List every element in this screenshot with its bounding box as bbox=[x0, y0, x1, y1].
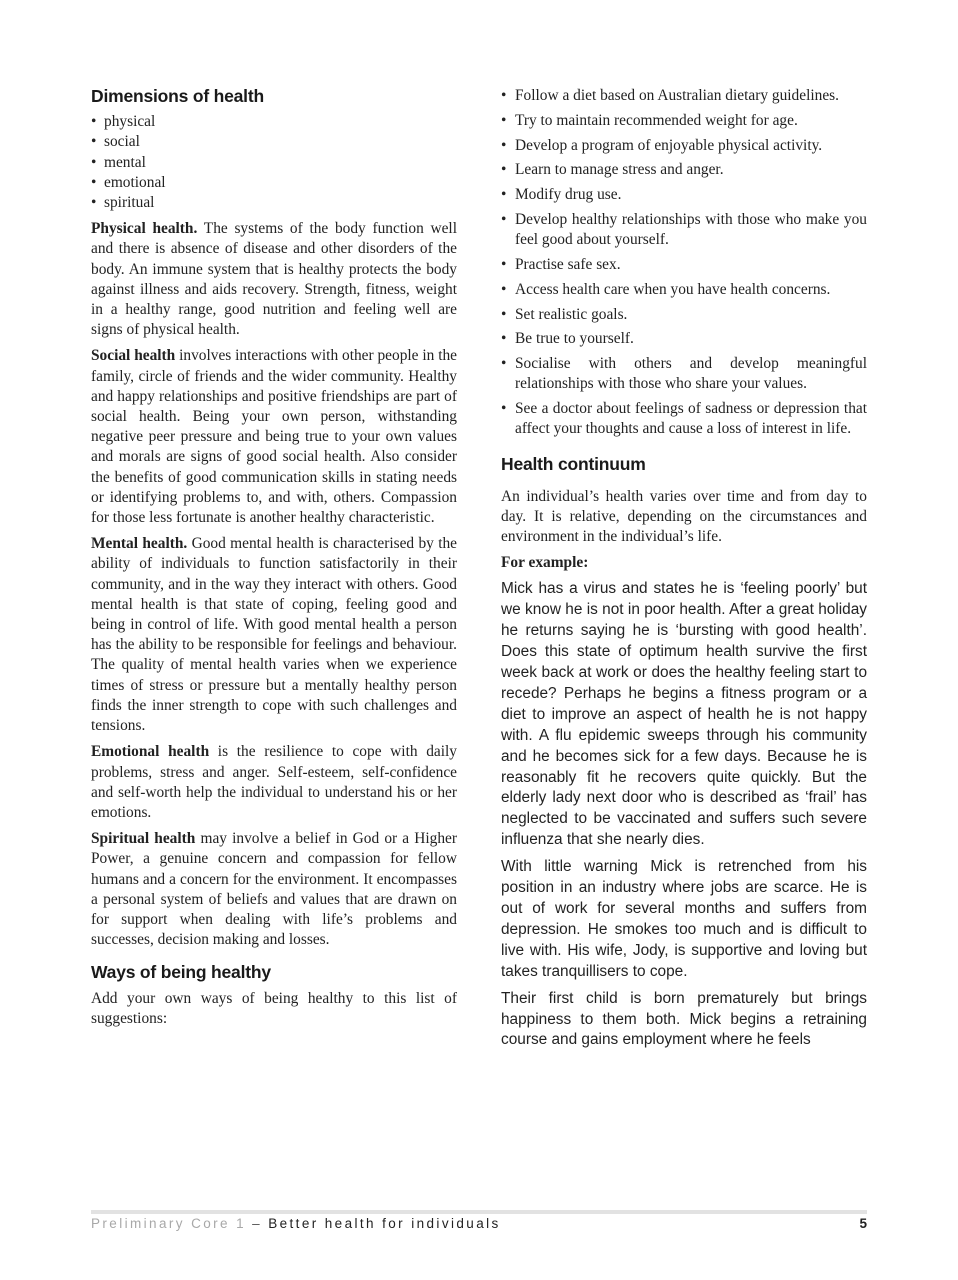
continuum-heading: Health continuum bbox=[501, 453, 646, 474]
dimensions-list bbox=[91, 112, 457, 213]
continuum-intro: An individual’s health varies over time and from day to day. It is relative, depending on the circumstances and environment in the individual’s life. bbox=[501, 487, 867, 545]
list-item: • Socialise with others and develop meaningful relationships with those who share your values. bbox=[501, 354, 867, 394]
list-item: • Be true to yourself. bbox=[501, 329, 867, 349]
emotional-health-paragraph bbox=[91, 742, 457, 823]
spiritual-health-label: Spiritual health bbox=[91, 830, 196, 848]
footer-divider bbox=[91, 1210, 867, 1214]
example-paragraph: With little warning Mick is retrenched from his position in an industry where jobs are scarce. He is out of work for several months and suffers from depression. He smokes too much and is difficult to live with. His wife, Jody, is supportive and loving but takes tranquillisers to cope. bbox=[501, 858, 867, 980]
example-paragraph: Their first child is born prematurely but brings happiness to them both. Mick begins a retraining course and gains employment where he feels bbox=[501, 989, 867, 1049]
physical-health-paragraph bbox=[91, 219, 457, 340]
list-item: • See a doctor about feelings of sadness or depression that affect your thoughts and cause a loss of interest in life. bbox=[501, 399, 867, 439]
social-health-text: involves interactions with other people in the family, circle of friends and the wider community. Healthy and happy relationships and positive friendships are part of social health. Being your own person, withstanding negative peer pressure and being true to your own values and morals are signs of good social health. Also consider the benefits of good communication skills in stating needs or identifying problems to, and with, others. Compassion for those less fortunate is another healthy characteristic. bbox=[91, 347, 458, 527]
list-item: • Develop healthy relationships with those who make you feel good about yourself. bbox=[501, 210, 867, 250]
social-health-paragraph bbox=[91, 346, 457, 528]
list-item: • Learn to manage stress and anger. bbox=[501, 160, 867, 180]
physical-health-label: Physical health. bbox=[91, 220, 198, 238]
dimensions-heading: Dimensions of health bbox=[91, 86, 264, 106]
left-column bbox=[91, 86, 457, 1035]
list-item: • Follow a diet based on Australian dietary guidelines. bbox=[501, 86, 867, 106]
spiritual-health-paragraph bbox=[91, 829, 457, 950]
list-item: • mental bbox=[91, 153, 457, 173]
ways-heading: Ways of being healthy bbox=[91, 962, 271, 983]
example-label: For example: bbox=[501, 554, 589, 572]
ways-intro: Add your own ways of being healthy to this list of suggestions: bbox=[91, 989, 457, 1027]
footer-topic: Better health for individuals bbox=[268, 1216, 501, 1231]
emotional-health-label: Emotional health bbox=[91, 743, 210, 761]
list-item: • social bbox=[91, 132, 457, 152]
list-item: • Set realistic goals. bbox=[501, 305, 867, 325]
list-item: • physical bbox=[91, 112, 457, 132]
mental-health-text: Good mental health is characterised by the ability of individuals to function satisfactorily in their community, and in the way they interact with others. Good mental health is that state of coping, feeling good and being in control of life. With good mental health a person has the ability to be responsible for feelings and behaviour. The quality of mental health varies when we experience times of stress or pressure but a mentally healthy person finds the inner strength to cope with such challenges and tensions. bbox=[91, 535, 457, 735]
example-text bbox=[501, 579, 867, 1051]
page-number: 5 bbox=[859, 1216, 867, 1231]
right-column bbox=[501, 86, 867, 1057]
physical-health-text: The systems of the body function well and there is absence of disease and other disorders of the body. An immune system that is healthy protects the body against illness and aids recovery. Strength, fitness, weight in a healthy range, good nutrition and feeling well are signs of physical health. bbox=[91, 220, 457, 339]
emotional-health-text: is the resilience to cope with daily problems, stress and anger. Self-esteem, self-confidence and self-worth help the individual to understand his or her emotions. bbox=[91, 743, 457, 821]
example-paragraph: Mick has a virus and states he is ‘feeling poorly’ but we know he is not in poor health. After a great holiday he returns saying he is ‘bursting with good health’. Does this state of optimum health survive the first week back at work or does the healthy feeling start to recede? Perhaps he begins a fitness program or a diet to improve an aspect of health he is not happy with. A flu epidemic sweeps through his community and he becomes sick for a few days. Because he is reasonably fit he recovers quite quickly. But the elderly lady next door who is described as ‘frail’ has neglected to be vaccinated and suffers such severe influenza that she nearly dies. bbox=[501, 580, 867, 849]
healthy-ways-list bbox=[501, 86, 867, 440]
mental-health-label: Mental health. bbox=[91, 535, 188, 553]
list-item: • Try to maintain recommended weight for age. bbox=[501, 111, 867, 131]
spiritual-health-text: may involve a belief in God or a Higher Power, a genuine concern and compassion for fellow humans and a concern for the environment. It encompasses a personal system of beliefs and values that are drawn on for support when dealing with life’s problems and successes, decision making and losses. bbox=[91, 830, 457, 949]
list-item: • emotional bbox=[91, 173, 457, 193]
page-footer bbox=[91, 1216, 867, 1236]
list-item: • Practise safe sex. bbox=[501, 255, 867, 275]
list-item: • spiritual bbox=[91, 193, 457, 213]
list-item: • Access health care when you have health concerns. bbox=[501, 280, 867, 300]
footer-course: Preliminary Core 1 bbox=[91, 1216, 246, 1231]
mental-health-paragraph bbox=[91, 534, 457, 736]
social-health-label: Social health bbox=[91, 347, 176, 365]
list-item: • Develop a program of enjoyable physical activity. bbox=[501, 136, 867, 156]
footer-dash: – bbox=[245, 1216, 269, 1231]
list-item: • Modify drug use. bbox=[501, 185, 867, 205]
